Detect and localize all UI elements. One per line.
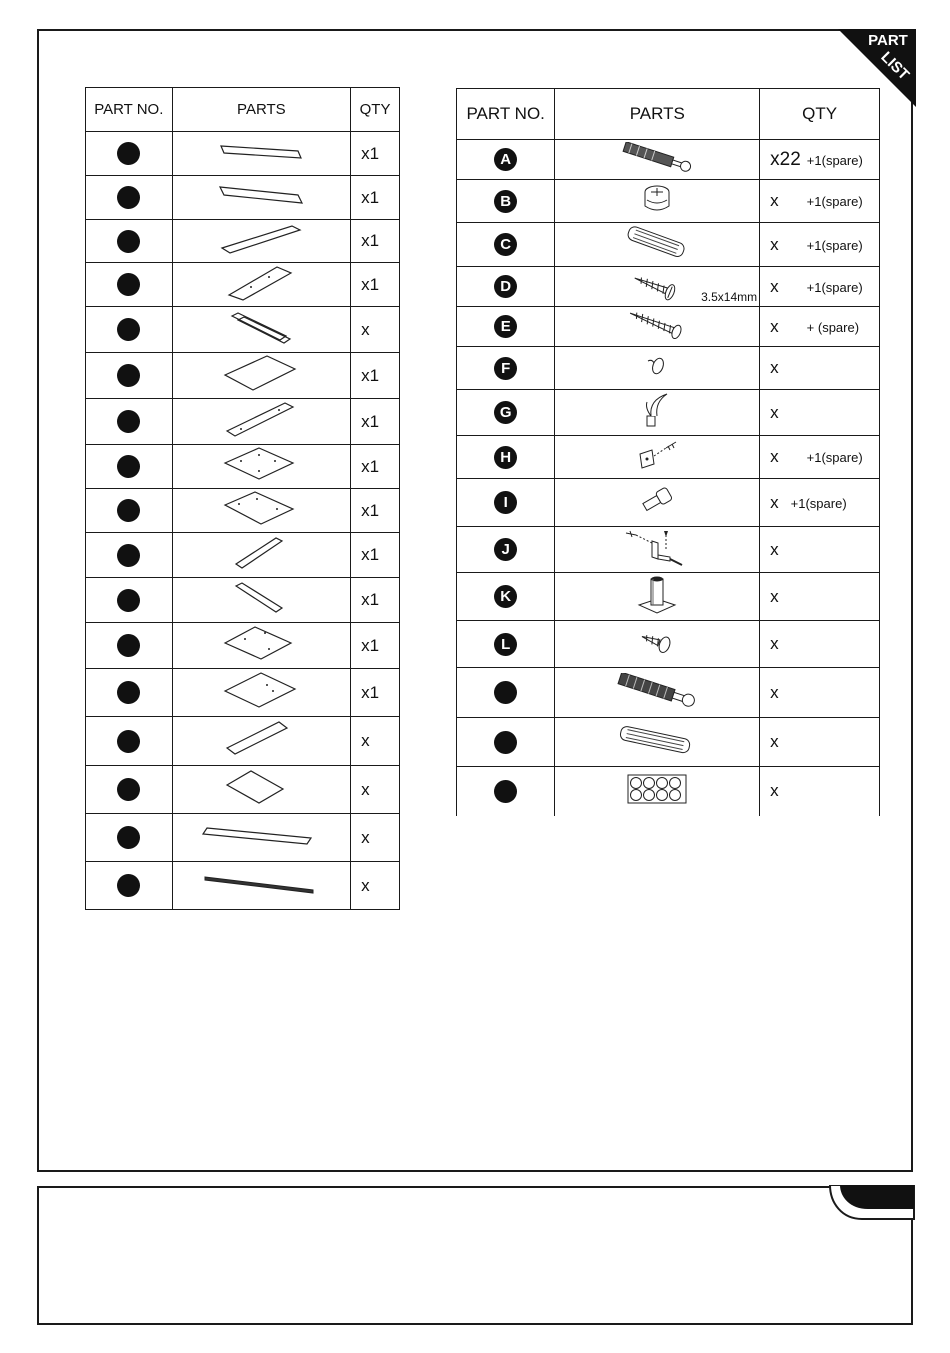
table-row — [457, 307, 880, 347]
long-screw-icon — [622, 309, 692, 339]
table-row — [86, 533, 400, 578]
part-number-dot — [117, 778, 140, 801]
strips-icon — [226, 310, 296, 344]
bracket-icon — [632, 438, 682, 472]
qty-value: x1 — [361, 231, 380, 250]
table-row — [86, 307, 400, 353]
table-row — [86, 220, 400, 263]
table-header-row — [86, 88, 400, 132]
table-row — [457, 621, 880, 668]
part-letter-badge: F — [494, 357, 517, 380]
qty-value: x1 — [361, 590, 380, 609]
qty-value: x — [770, 276, 779, 296]
square-panel-icon — [221, 767, 301, 807]
footer-frame — [37, 1186, 913, 1325]
table-row — [86, 176, 400, 220]
part-letter-badge: H — [494, 446, 517, 469]
corner-tag-line1: PART — [868, 32, 908, 49]
qty-value: x — [770, 781, 779, 801]
table-row — [86, 399, 400, 445]
qty-value: x1 — [361, 365, 380, 385]
table-row — [86, 445, 400, 489]
part-letter-badge: J — [494, 538, 517, 561]
qty-value: x — [361, 731, 370, 750]
spare-note: +1(spare) — [806, 279, 863, 295]
spare-note: + (spare) — [806, 319, 860, 335]
part-letter-badge: L — [494, 633, 517, 656]
table-row — [86, 717, 400, 766]
part-letter-badge: G — [494, 401, 517, 424]
part-number-dot — [117, 681, 140, 704]
part-letter-badge — [494, 731, 517, 754]
table-header-row — [457, 89, 880, 140]
table-row — [457, 180, 880, 223]
table-row — [86, 132, 400, 176]
panel-icon — [221, 263, 301, 301]
qty-value: x — [770, 447, 779, 466]
spare-note: +1(spare) — [806, 194, 863, 209]
leg-icon — [635, 573, 679, 615]
short-screw-icon — [637, 627, 677, 657]
table-row — [86, 353, 400, 399]
qty-value: x — [361, 319, 370, 339]
table-row — [86, 669, 400, 717]
screw-size-label: 3.5x14mm — [701, 290, 758, 304]
part-letter-badge: K — [494, 585, 517, 608]
qty-value: x — [770, 492, 779, 512]
part-number-dot — [117, 230, 140, 253]
qty-value: x — [770, 316, 779, 336]
header-part-no: PART NO. — [86, 88, 173, 132]
part-number-dot — [117, 544, 140, 567]
part-number-dot — [117, 455, 140, 478]
qty-value: x — [770, 539, 779, 559]
cam-lock-icon — [637, 182, 677, 216]
spare-note: +1(spare) — [806, 450, 863, 465]
back-strip-icon — [201, 868, 321, 898]
qty-value: x1 — [361, 456, 380, 476]
qty-value: x1 — [361, 545, 380, 564]
spare-note: +1(spare) — [806, 152, 863, 168]
part-letter-badge: D — [494, 275, 517, 298]
table-row — [457, 573, 880, 621]
qty-value: x1 — [361, 635, 380, 655]
part-number-dot — [117, 142, 140, 165]
header-parts: PARTS — [555, 89, 760, 140]
table-row — [457, 436, 880, 479]
qty-value: x22 — [770, 148, 801, 170]
drilled-panel-icon — [221, 489, 301, 527]
hook-small-icon — [642, 353, 672, 379]
qty-value: x — [770, 682, 779, 702]
table-row — [86, 489, 400, 533]
spare-note: +1(spare) — [790, 495, 847, 511]
qty-value: x1 — [361, 411, 380, 431]
part-number-dot — [117, 874, 140, 897]
part-letter-badge: B — [494, 190, 517, 213]
header-part-no: PART NO. — [457, 89, 555, 140]
qty-value: x1 — [361, 500, 380, 520]
part-number-dot — [117, 364, 140, 387]
part-number-dot — [117, 826, 140, 849]
table-row — [86, 766, 400, 814]
part-letter-badge — [494, 780, 517, 803]
qty-value: x1 — [361, 143, 380, 163]
qty-value: x — [770, 732, 779, 751]
dowel-icon — [612, 723, 702, 757]
part-number-dot — [117, 589, 140, 612]
table-row — [86, 814, 400, 862]
part-number-dot — [117, 318, 140, 341]
header-qty: QTY — [351, 88, 400, 132]
part-letter-badge: E — [494, 315, 517, 338]
table-row — [457, 767, 880, 816]
part-number-dot — [117, 634, 140, 657]
qty-value: x — [361, 875, 370, 895]
part-letter-badge: I — [494, 491, 517, 514]
table-row — [86, 623, 400, 669]
slat-icon — [226, 534, 296, 572]
footer-tab — [828, 1185, 918, 1221]
table-row — [457, 668, 880, 718]
table-row — [86, 578, 400, 623]
part-number-dot — [117, 186, 140, 209]
table-row — [457, 390, 880, 436]
qty-value: x — [770, 358, 779, 377]
table-row — [457, 267, 880, 307]
qty-value: x — [770, 191, 779, 210]
qty-value: x1 — [361, 187, 380, 207]
felt-pads-icon — [626, 773, 688, 805]
long-panel-icon — [216, 222, 306, 256]
header-qty: QTY — [760, 89, 880, 140]
screw-icon — [627, 271, 687, 303]
corner-tag-line2: LIST — [877, 48, 913, 84]
panel-icon — [221, 399, 301, 439]
header-parts: PARTS — [172, 88, 351, 132]
wood-dowel-icon — [617, 223, 697, 261]
table-row — [457, 223, 880, 267]
part-number-dot — [117, 730, 140, 753]
coat-hook-icon — [637, 390, 677, 430]
part-letter-badge: C — [494, 233, 517, 256]
qty-value: x — [770, 634, 779, 653]
panel-parts-table — [85, 87, 400, 910]
part-number-dot — [117, 499, 140, 522]
shelf-panel-icon — [221, 718, 301, 760]
qty-value: x1 — [361, 274, 380, 294]
qty-value: x — [770, 234, 779, 254]
side-rail-icon — [216, 140, 306, 162]
table-row — [86, 862, 400, 910]
shelf-panel-icon — [221, 353, 301, 393]
cam-bolt-icon — [617, 142, 697, 172]
qty-value: x — [770, 402, 779, 422]
slat-icon — [226, 580, 296, 616]
hardware-parts-table — [456, 88, 880, 816]
wall-anchor-icon — [622, 527, 692, 567]
part-number-dot — [117, 410, 140, 433]
table-row — [457, 479, 880, 527]
qty-value: x1 — [361, 682, 380, 702]
table-row — [457, 347, 880, 390]
qty-value: x — [770, 586, 779, 606]
table-row — [457, 527, 880, 573]
part-letter-badge: A — [494, 148, 517, 171]
part-number-dot — [117, 273, 140, 296]
long-board-icon — [201, 820, 321, 850]
table-row — [457, 140, 880, 180]
drilled-panel-icon — [221, 669, 301, 711]
qty-value: x — [361, 779, 370, 799]
drilled-panel-icon — [221, 623, 301, 663]
part-letter-badge — [494, 681, 517, 704]
shelf-pin-icon — [637, 482, 677, 518]
spare-note: +1(spare) — [806, 237, 863, 253]
qty-value: x — [361, 827, 370, 847]
cam-bolt-long-icon — [612, 673, 702, 707]
side-rail-icon — [216, 183, 306, 207]
drilled-panel-icon — [221, 445, 301, 483]
table-row — [457, 718, 880, 767]
table-row — [86, 263, 400, 307]
